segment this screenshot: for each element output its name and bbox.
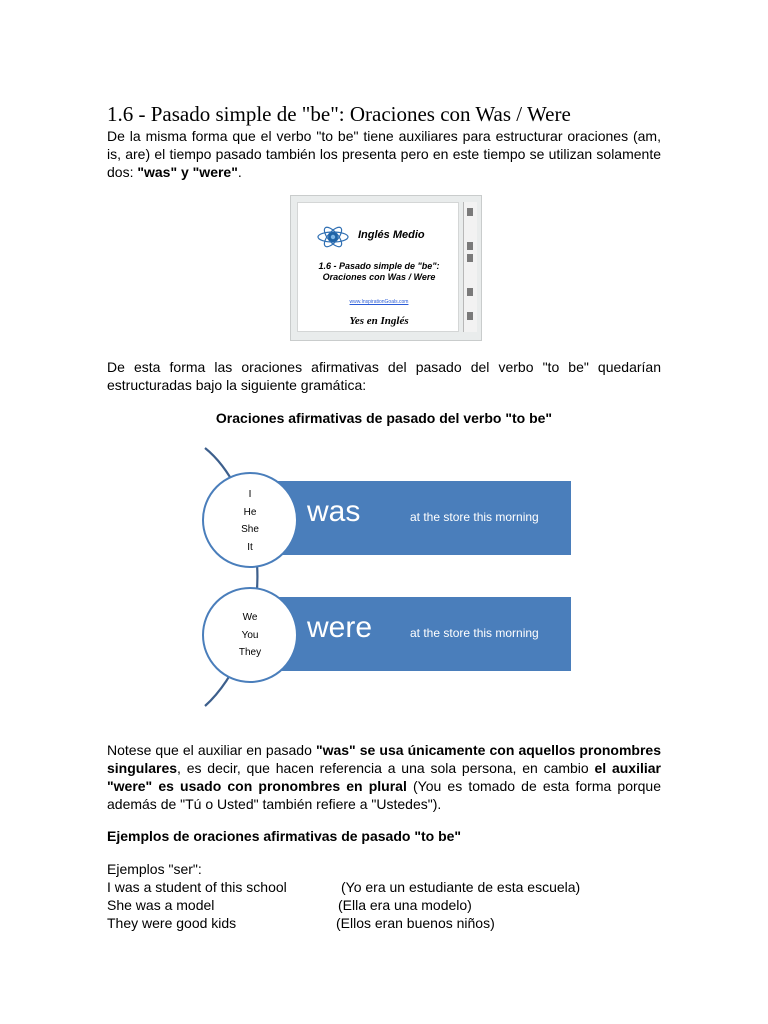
were-phrase: at the store this morning xyxy=(410,626,539,640)
intro-paragraph xyxy=(107,127,661,181)
intro-end: . xyxy=(237,164,242,180)
thumbnail-slide xyxy=(297,202,459,332)
thumbnail-heading: Inglés Medio xyxy=(358,229,425,241)
note-bold-1: "was" se usa únicamente con aquellos pronombres singulares xyxy=(107,742,661,776)
example-3-spanish: (Ellos eran buenos niños) xyxy=(336,915,495,931)
plural-pronouns xyxy=(204,609,296,662)
thumbnail-line-1: 1.6 - Pasado simple de "be": xyxy=(318,261,440,271)
was-verb: was xyxy=(307,495,361,528)
intro-bold: "was" y "were" xyxy=(137,164,238,180)
pronoun-you: You xyxy=(241,629,259,641)
pronoun-he: He xyxy=(243,506,257,518)
note-text-2: , es decir, que hacen referencia a una sola persona, en cambio xyxy=(177,760,595,776)
example-2-english: She was a model xyxy=(107,897,215,913)
example-1-spanish: (Yo era un estudiante de esta escuela) xyxy=(341,879,581,895)
examples-heading: Ejemplos de oraciones afirmativas de pasado "to be" xyxy=(107,828,462,844)
pronoun-i: I xyxy=(248,489,252,500)
pronoun-they: They xyxy=(238,647,262,658)
pronoun-it: It xyxy=(247,541,253,553)
was-bar xyxy=(260,481,571,555)
example-2-spanish: (Ella era una modelo) xyxy=(338,897,472,913)
singular-pronouns xyxy=(204,486,296,556)
thumbnail-url: www.InspirationGoals.com xyxy=(349,299,409,305)
thumbnail-sidebar xyxy=(463,202,477,332)
thumbnail-tagline: Yes en Inglés xyxy=(349,315,409,327)
example-1-english: I was a student of this school xyxy=(107,879,287,895)
note-text-1: Notese que el auxiliar en pasado xyxy=(107,742,316,758)
grammar-paragraph: De esta forma las oraciones afirmativas del pasado del verbo "to be" quedarían estructuradas bajo la siguiente gramática: xyxy=(107,359,661,393)
thumbnail-line-2: Oraciones con Was / Were xyxy=(322,272,436,282)
was-phrase: at the store this morning xyxy=(410,510,539,524)
note-bold-2: el auxiliar "were" es usado con pronombres en plural xyxy=(107,760,661,794)
thumbnail-subtitle xyxy=(298,261,460,283)
globe-icon xyxy=(316,223,350,251)
were-verb: were xyxy=(307,611,373,644)
example-3-english: They were good kids xyxy=(107,915,237,931)
pronoun-we: We xyxy=(242,612,258,623)
page-title: 1.6 - Pasado simple de "be": Oraciones con Was / Were xyxy=(107,102,571,126)
lesson-thumbnail xyxy=(290,195,482,341)
singular-pronouns-circle xyxy=(202,472,298,568)
examples-label: Ejemplos "ser": xyxy=(107,861,202,877)
pronoun-she: She xyxy=(241,524,259,535)
diagram-title: Oraciones afirmativas de pasado del verbo "to be" xyxy=(215,410,553,426)
intro-text: De la misma forma que el verbo "to be" tiene auxiliares para estructurar oraciones (am, is, are) el tiempo pasado también los presenta pero en este tiempo se utilizan solamente dos: xyxy=(107,128,661,180)
note-paragraph xyxy=(107,741,661,813)
were-bar xyxy=(260,597,571,671)
note-text-3: (You es tomado de esta forma porque además de "Tú o Usted" también refiere a "Ustedes"). xyxy=(107,778,661,812)
plural-pronouns-circle xyxy=(202,587,298,683)
